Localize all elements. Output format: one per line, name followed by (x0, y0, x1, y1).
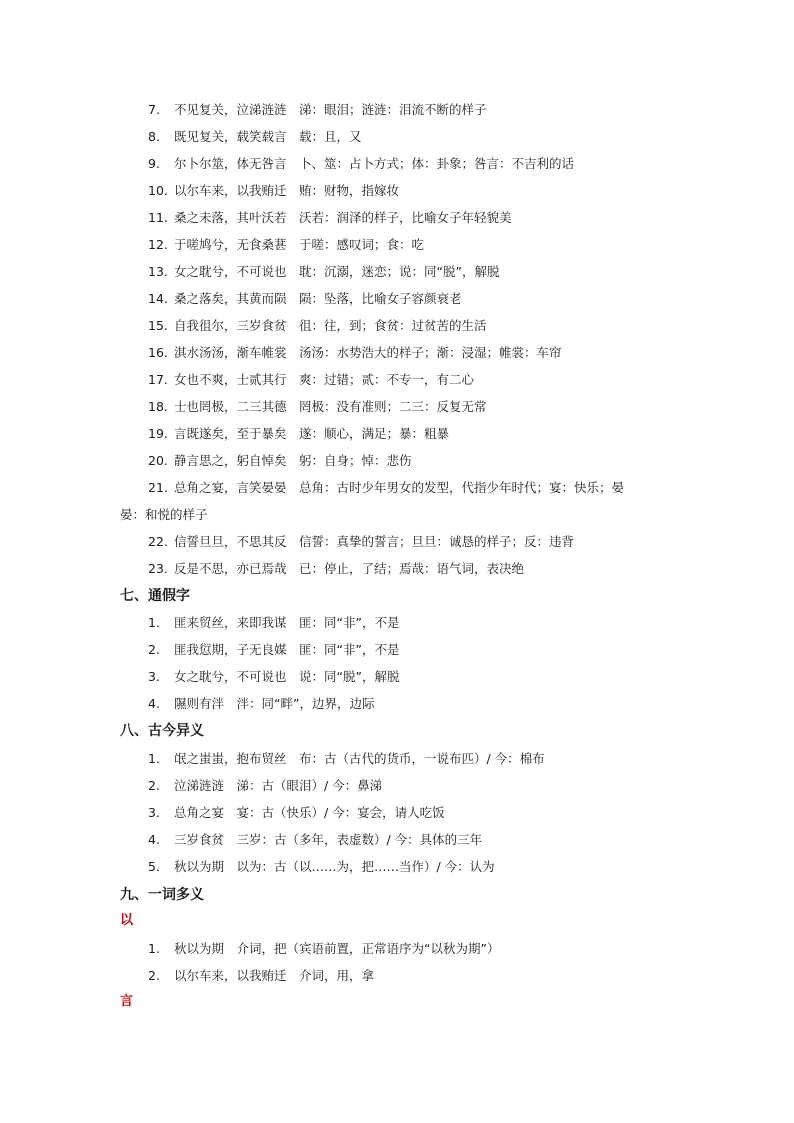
list-item (148, 345, 562, 361)
keyword-heading: 以 (120, 913, 134, 928)
item-number: 2. (148, 778, 160, 793)
item-text: 氓之蚩蚩，抱布贸丝 布：古（古代的货币，一说布匹）/ 今：棉布 (174, 751, 545, 766)
list-item (148, 102, 487, 118)
item-number: 4. (148, 832, 160, 847)
list-item (148, 534, 574, 550)
item-text: 淇水汤汤，渐车帷裳 汤汤：水势浩大的样子；渐：浸湿；帷裳：车帘 (174, 345, 562, 360)
item-text: 言既遂矣，至于暴矣 遂：顺心，满足；暴：粗暴 (174, 426, 450, 441)
item-text: 隰则有泮 泮：同“畔”，边界，边际 (174, 696, 375, 711)
item-text: 女也不爽，士贰其行 爽：过错；贰：不专一，有二心 (174, 372, 475, 387)
item-text: 既见复关，载笑载言 载：且，又 (174, 129, 362, 144)
list-item (148, 237, 424, 253)
item-number: 2. (148, 968, 160, 983)
item-number: 10. (148, 183, 168, 198)
list-item (148, 832, 482, 848)
list-item (148, 210, 512, 226)
item-text: 女之耽兮，不可说也 说：同“脱”，解脱 (174, 669, 400, 684)
item-number: 2. (148, 642, 160, 657)
item-number: 7. (148, 102, 160, 117)
item-text: 女之耽兮，不可说也 耽：沉溺，迷恋；说：同“脱”，解脱 (174, 264, 500, 279)
item-text: 信誓旦旦，不思其反 信誓：真挚的誓言；旦旦：诚恳的样子；反：违背 (174, 534, 575, 549)
item-text: 秋以为期 介词，把（宾语前置，正常语序为“以秋为期”） (174, 941, 500, 956)
section-heading: 九、一词多义 (120, 887, 204, 903)
item-number: 21. (148, 480, 168, 495)
item-number: 13. (148, 264, 168, 279)
list-item (148, 751, 545, 767)
list-item (148, 264, 499, 280)
list-item (148, 615, 399, 631)
item-number: 18. (148, 399, 168, 414)
list-item (148, 642, 399, 658)
item-number: 20. (148, 453, 168, 468)
item-text: 静言思之，躬自悼矣 躬：自身；悼：悲伤 (174, 453, 412, 468)
section-heading: 七、通假字 (120, 588, 190, 604)
item-number: 16. (148, 345, 168, 360)
item-number: 11. (148, 210, 168, 225)
item-number: 1. (148, 751, 160, 766)
item-text: 匪来贸丝，来即我谋 匪：同“非”，不是 (174, 615, 400, 630)
item-number: 23. (148, 561, 168, 576)
item-number: 15. (148, 318, 168, 333)
list-item (148, 426, 449, 442)
item-text: 秋以为期 以为：古（以……为，把……当作）/ 今：认为 (174, 859, 495, 874)
list-item (148, 129, 362, 145)
item-text: 三岁食贫 三岁：古（多年，表虚数）/ 今：具体的三年 (174, 832, 483, 847)
item-text: 于嗟鸠兮，无食桑葚 于嗟：感叹词；食：吃 (174, 237, 425, 252)
list-item (148, 968, 374, 984)
list-item (148, 372, 474, 388)
item-text: 桑之落矣，其黄而陨 陨：坠落，比喻女子容颜衰老 (174, 291, 462, 306)
item-number: 17. (148, 372, 168, 387)
list-item (148, 318, 487, 334)
item-text: 尔卜尔筮，体无咎言 卜、筮：占卜方式；体：卦象；咎言：不吉利的话 (174, 156, 575, 171)
section-heading: 八、古今异义 (120, 723, 204, 739)
item-text: 士也罔极，二三其德 罔极：没有准则；二三：反复无常 (174, 399, 487, 414)
item-number: 9. (148, 156, 160, 171)
item-number: 22. (148, 534, 168, 549)
item-text: 匪我愆期，子无良媒 匪：同“非”，不是 (174, 642, 400, 657)
list-item (148, 291, 462, 307)
item-text: 反是不思，亦已焉哉 已：停止，了结；焉哉：语气词，表决绝 (174, 561, 525, 576)
item-text: 以尔车来，以我贿迁 介词，用，拿 (174, 968, 375, 983)
item-number: 4. (148, 696, 160, 711)
item-text: 泣涕涟涟 涕：古（眼泪）/ 今：鼻涕 (174, 778, 383, 793)
list-item (148, 941, 499, 957)
item-text: 总角之宴，言笑晏晏 总角：古时少年男女的发型，代指少年时代；宴：快乐；晏 (174, 480, 625, 495)
list-item (148, 399, 487, 415)
item-text: 总角之宴 宴：古（快乐）/ 今：宴会，请人吃饭 (174, 805, 445, 820)
list-item (148, 696, 374, 712)
item-number: 19. (148, 426, 168, 441)
item-text: 以尔车来，以我贿迁 贿：财物，指嫁妆 (174, 183, 400, 198)
item-text: 不见复关，泣涕涟涟 涕：眼泪；涟涟：泪流不断的样子 (174, 102, 487, 117)
item-number: 3. (148, 669, 160, 684)
list-item (148, 453, 412, 469)
item-number: 14. (148, 291, 168, 306)
list-item (148, 859, 495, 875)
list-item (148, 183, 399, 199)
item-number: 12. (148, 237, 168, 252)
list-item (148, 156, 574, 172)
item-number: 1. (148, 941, 160, 956)
keyword-heading: 言 (120, 994, 134, 1009)
item-number: 8. (148, 129, 160, 144)
item-number: 1. (148, 615, 160, 630)
list-item (148, 480, 624, 496)
item-text: 自我徂尔，三岁食贫 徂：往，到；食贫：过贫苦的生活 (174, 318, 487, 333)
item-number: 5. (148, 859, 160, 874)
item-number: 3. (148, 805, 160, 820)
list-item (148, 561, 524, 577)
list-item-continuation: 晏：和悦的样子 (120, 507, 208, 522)
list-item (148, 669, 399, 685)
item-text: 桑之未落，其叶沃若 沃若：润泽的样子，比喻女子年轻貌美 (174, 210, 512, 225)
list-item (148, 778, 382, 794)
list-item (148, 805, 445, 821)
